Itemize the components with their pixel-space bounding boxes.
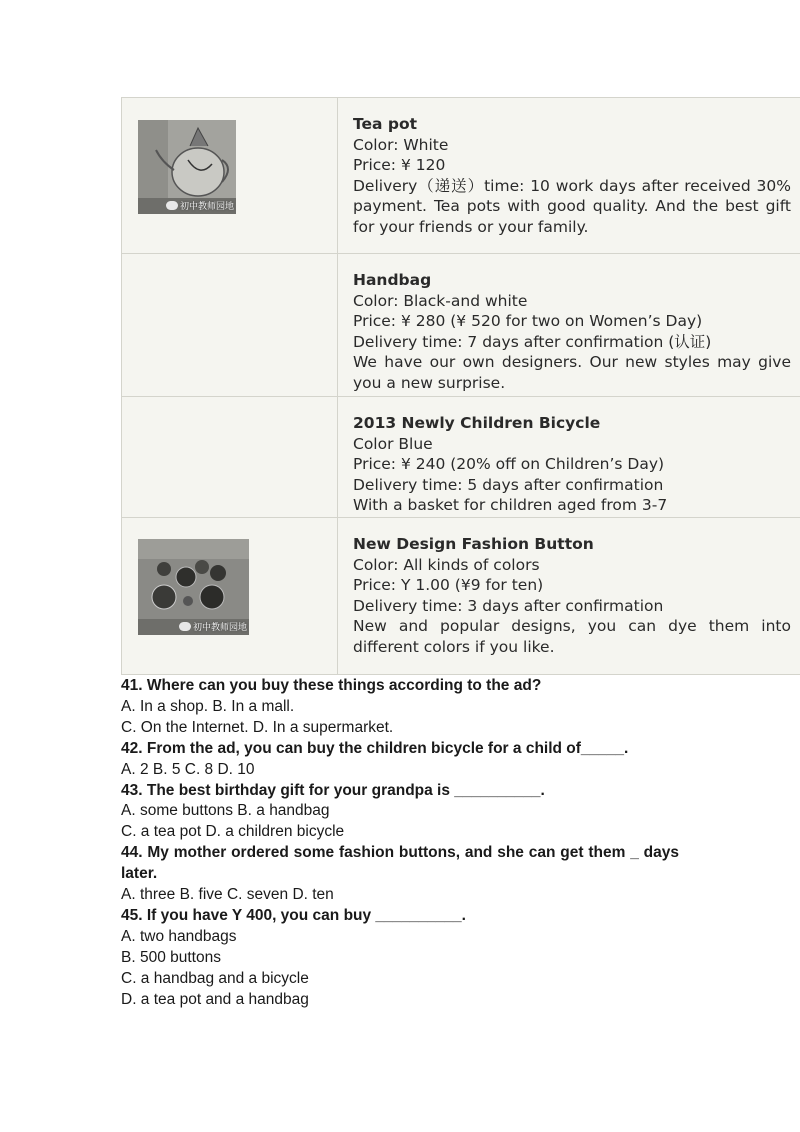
question-45-option-c: C. a handbag and a bicycle [121, 969, 309, 987]
teapot-image [138, 120, 236, 214]
product-title: Handbag [353, 271, 432, 289]
product-color: Color: White [353, 135, 449, 154]
watermark [166, 199, 234, 212]
product-delivery: Delivery（递送）time: 10 work days after received 30% payment. Tea pots with good quality. And the best gift for your friends or your family. [353, 176, 791, 236]
product-delivery: Delivery time: 3 days after confirmation [353, 596, 664, 615]
product-color: Color Blue [353, 434, 433, 453]
product-price: Price: ¥ 240 (20% off on Children’s Day) [353, 455, 665, 473]
question-45-option-d: D. a tea pot and a handbag [121, 990, 309, 1008]
question-41: 41. Where can you buy these things according to the ad? [121, 677, 542, 694]
product-price: Price: ¥ 280 (¥ 520 for two on Women’s Day) [353, 312, 703, 330]
question-42: 42. From the ad, you can buy the children bicycle for a child of_____. [121, 739, 629, 757]
product-title: 2013 Newly Children Bicycle [353, 414, 601, 432]
question-41-options-line: C. On the Internet. D. In a supermarket. [121, 718, 394, 736]
product-info [338, 518, 800, 674]
question-41-options-line: A. In a shop. B. In a mall. [121, 697, 295, 715]
question-45: 45. If you have Y 400, you can buy __________. [121, 906, 466, 924]
product-title: New Design Fashion Button [353, 535, 594, 553]
question-44-options-line: A. three B. five C. seven D. ten [121, 886, 334, 904]
product-info [338, 98, 800, 253]
question-44: 44. My mother ordered some fashion buttons, and she can get them _ days later. [121, 844, 679, 883]
product-title: Tea pot [353, 115, 418, 133]
image-cell [122, 254, 338, 396]
questions [121, 676, 679, 1011]
image-cell [122, 518, 338, 674]
wechat-icon [166, 201, 178, 210]
ad-row-teapot [122, 98, 800, 254]
product-info [338, 397, 800, 517]
ad-row-handbag [122, 254, 800, 397]
product-color: Color: All kinds of colors [353, 555, 540, 574]
question-43-options-line: C. a tea pot D. a children bicycle [121, 823, 345, 841]
question-45-option-b: B. 500 buttons [121, 948, 221, 966]
product-note: New and popular designs, you can dye them into different colors if you like. [353, 617, 791, 656]
watermark [179, 620, 247, 633]
question-45-option-a: A. two handbags [121, 927, 237, 945]
product-color: Color: Black-and white [353, 291, 528, 310]
watermark-text: 初中教师园地 [179, 202, 234, 212]
question-43-options-line: A. some buttons B. a handbag [121, 802, 330, 820]
question-42-options-line: A. 2 B. 5 C. 8 D. 10 [121, 760, 255, 778]
product-price: Price: Y 1.00 (¥9 for ten) [353, 576, 544, 594]
ad-row-bicycle [122, 397, 800, 518]
image-cell [122, 397, 338, 517]
watermark-text: 初中教师园地 [192, 623, 247, 633]
wechat-icon [179, 622, 191, 631]
product-note: We have our own designers. Our new styles may give you a new surprise. [353, 353, 791, 392]
question-43: 43. The best birthday gift for your grandpa is __________. [121, 781, 545, 799]
product-delivery: Delivery time: 7 days after confirmation (认证) [353, 332, 712, 351]
product-info [338, 254, 800, 396]
product-note: With a basket for children aged from 3-7 [353, 496, 668, 514]
product-delivery: Delivery time: 5 days after confirmation [353, 475, 664, 494]
image-cell [122, 98, 338, 253]
product-price: Price: ¥ 120 [353, 156, 446, 174]
ad-table [121, 97, 800, 675]
ad-row-button [122, 518, 800, 675]
buttons-image [138, 539, 249, 635]
